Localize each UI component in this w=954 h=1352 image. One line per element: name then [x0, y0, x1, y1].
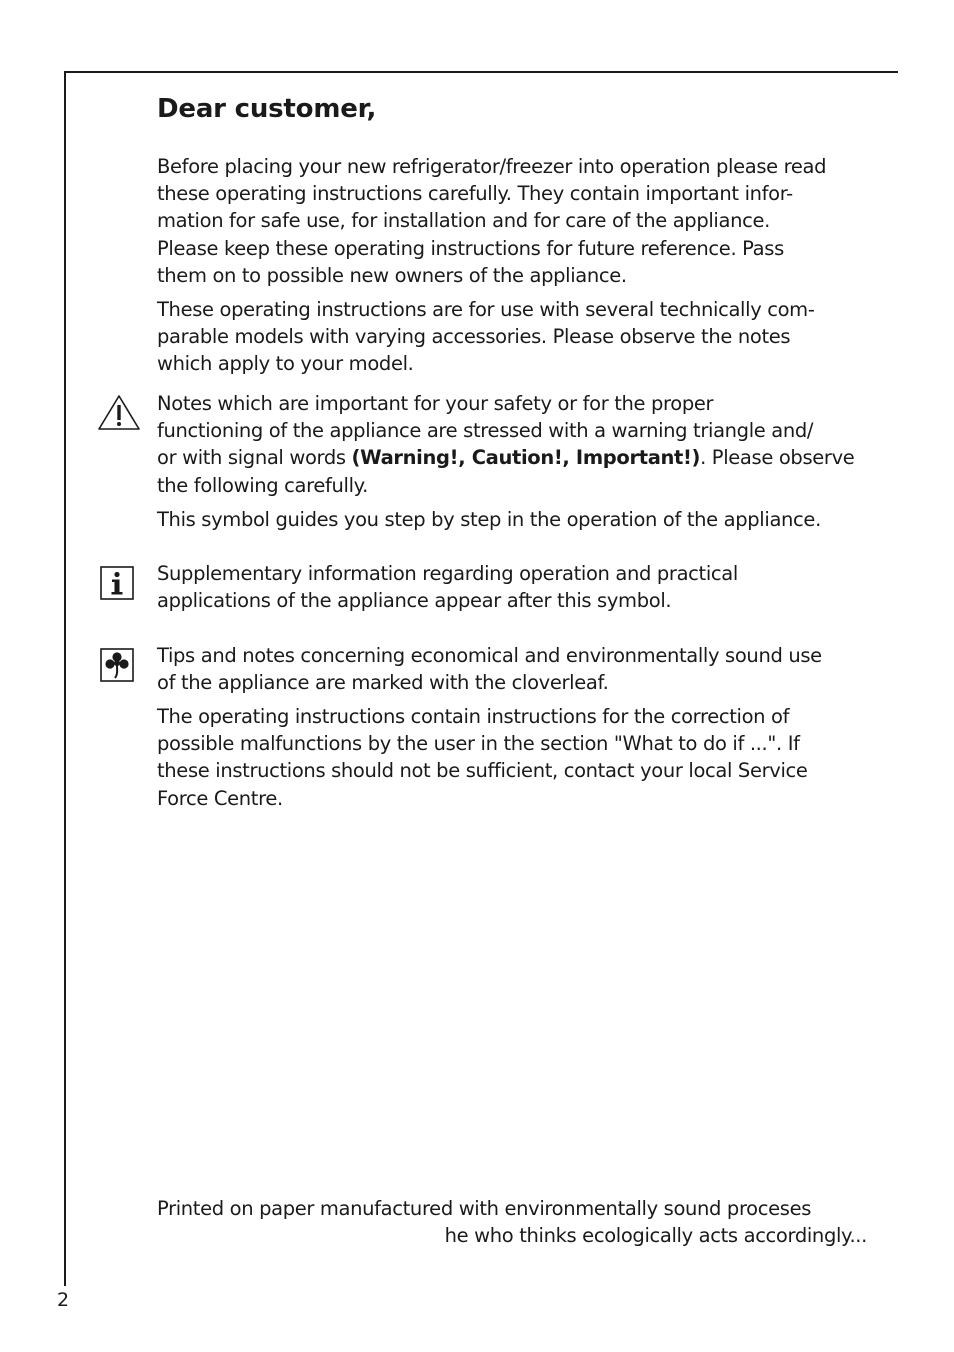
warning-triangle-icon: [96, 393, 142, 437]
info-paragraph: [157, 560, 873, 614]
signal-words: (Warning!, Caution!, Important!): [351, 446, 701, 470]
text-line: the following carefully.: [157, 473, 368, 497]
text-line: Force Centre.: [157, 786, 283, 810]
text-segment: . Please observe: [700, 446, 855, 470]
step-paragraph: [157, 506, 873, 533]
text-line: parable models with varying accessories. Please observe the notes: [157, 325, 791, 349]
text-line: them on to possible new owners of the appliance.: [157, 263, 627, 287]
text-line: of the appliance are marked with the cloverleaf.: [157, 671, 609, 695]
text-line: Notes which are important for your safety or for the proper: [157, 392, 714, 415]
text-line: [157, 444, 873, 471]
text-line: mation for safe use, for installation and for care of the appliance.: [157, 209, 770, 233]
top-rule: [64, 71, 898, 73]
intro-paragraph-2: [157, 296, 873, 378]
text-line: Before placing your new refrigerator/freezer into operation please read: [157, 155, 827, 178]
text-line: these operating instructions carefully. They contain important infor-: [157, 182, 793, 206]
left-margin-rule: [64, 71, 66, 1286]
malfunction-paragraph: [157, 703, 873, 812]
intro-paragraph-1: [157, 153, 873, 289]
text-line: which apply to your model.: [157, 352, 414, 376]
warning-paragraph: [157, 390, 873, 499]
footer-note-line-2: he who thinks ecologically acts accordingly...: [444, 1224, 867, 1247]
text-line: applications of the appliance appear after this symbol.: [157, 589, 672, 613]
text-line: functioning of the appliance are stressed with a warning triangle and/: [157, 419, 814, 443]
text-segment: or with signal words: [157, 446, 352, 470]
eco-paragraph: [157, 642, 873, 696]
footer-note-line-1: Printed on paper manufactured with environmentally sound proceses: [157, 1197, 812, 1220]
text-line: This symbol guides you step by step in the operation of the appliance.: [157, 508, 821, 531]
page-title: Dear customer,: [157, 94, 377, 124]
text-line: Please keep these operating instructions for future reference. Pass: [157, 236, 784, 260]
text-line: Tips and notes concerning economical and environmentally sound use: [157, 644, 822, 667]
text-line: these instructions should not be sufficient, contact your local Service: [157, 759, 808, 783]
cloverleaf-icon: [100, 648, 134, 686]
text-line: possible malfunctions by the user in the section "What to do if ...". If: [157, 732, 800, 756]
page-number: 2: [57, 1289, 70, 1311]
text-line: These operating instructions are for use with several technically com-: [157, 298, 815, 321]
text-line: The operating instructions contain instructions for the correction of: [157, 705, 790, 728]
info-icon: [100, 566, 134, 604]
text-line: Supplementary information regarding operation and practical: [157, 562, 738, 585]
